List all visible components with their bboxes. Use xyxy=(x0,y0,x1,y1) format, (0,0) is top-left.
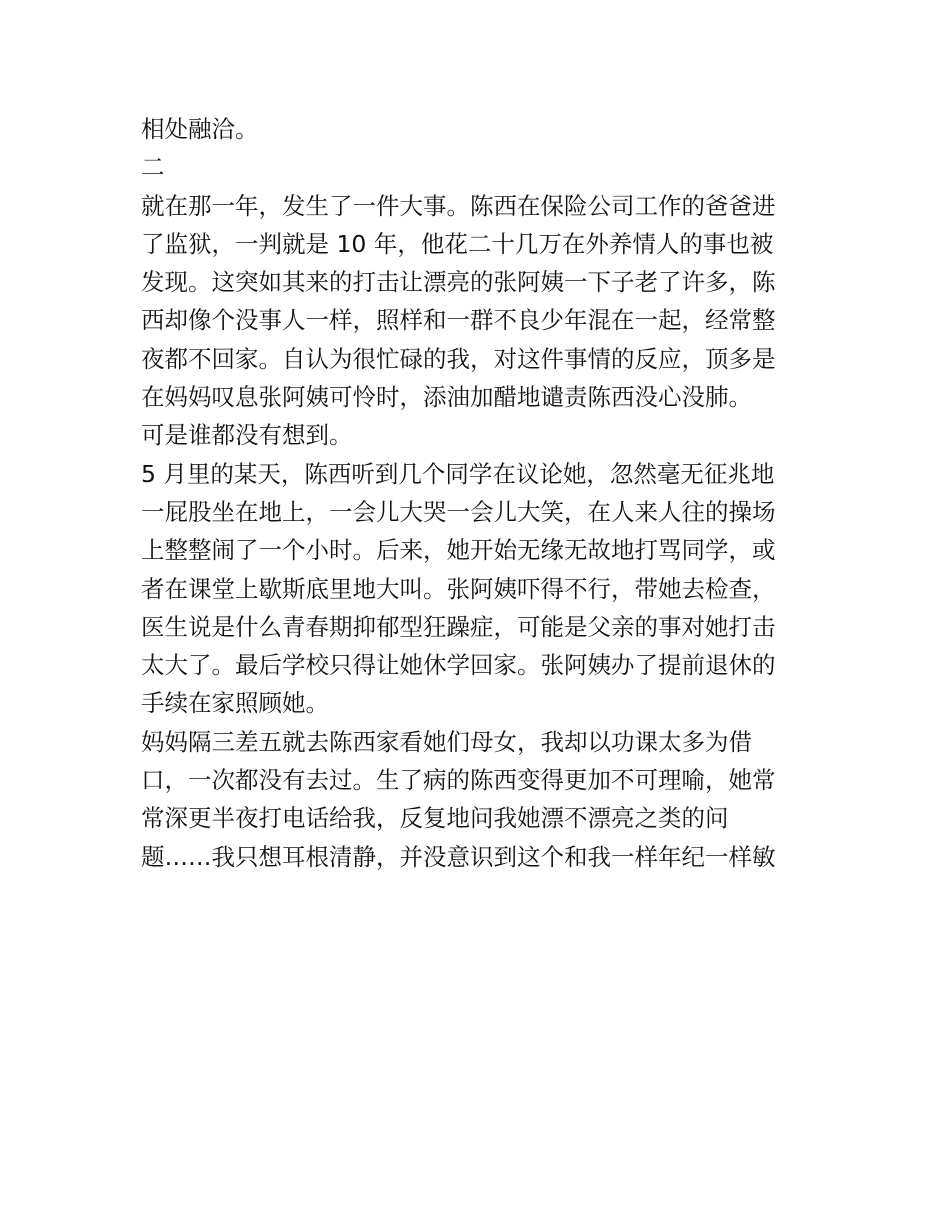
text-line: 一屁股坐在地上，一会儿大哭一会儿大笑，在人来人往的操场 xyxy=(141,497,776,526)
text-line: 太大了。最后学校只得让她休学回家。张阿姨办了提前退休的 xyxy=(141,651,776,680)
paragraph xyxy=(141,110,813,148)
text-line: 手续在家照顾她。 xyxy=(141,689,329,718)
text-line: 5 月里的某天，陈西听到几个同学在议论她，忽然毫无征兆地 xyxy=(141,459,775,488)
text-line: 医生说是什么青春期抑郁型狂躁症，可能是父亲的事对她打击 xyxy=(141,612,776,641)
text-line: 相处融洽。 xyxy=(141,115,259,143)
text-line: 可是谁都没有想到。 xyxy=(141,421,353,450)
text-line: 常深更半夜打电话给我，反复地问我她漂不漂亮之类的问 xyxy=(141,804,729,833)
text-line: 妈妈隔三差五就去陈西家看她们母女，我却以功课太多为借 xyxy=(141,727,752,756)
body-text xyxy=(141,110,813,876)
paragraph xyxy=(141,416,813,454)
text-line: 题……我只想耳根清静，并没意识到这个和我一样年纪一样敏 xyxy=(141,842,776,871)
text-line: 就在那一年，发生了一件大事。陈西在保险公司工作的爸爸进 xyxy=(141,191,776,220)
paragraph xyxy=(141,455,813,723)
paragraph xyxy=(141,723,813,876)
section-heading xyxy=(141,148,813,186)
paragraph xyxy=(141,187,813,417)
text-line: 口，一次都没有去过。生了病的陈西变得更加不可理喻，她常 xyxy=(141,766,776,795)
text-line: 了监狱，一判就是 10 年，他花二十几万在外养情人的事也被 xyxy=(141,229,774,258)
text-line: 在妈妈叹息张阿姨可怜时，添油加醋地谴责陈西没心没肺。 xyxy=(141,383,752,412)
text-line: 夜都不回家。自认为很忙碌的我，对这件事情的反应，顶多是 xyxy=(141,344,776,373)
text-line: 二 xyxy=(141,153,165,182)
text-line: 者在课堂上歇斯底里地大叫。张阿姨吓得不行，带她去检查， xyxy=(141,574,776,603)
text-line: 上整整闹了一个小时。后来，她开始无缘无故地打骂同学，或 xyxy=(141,536,776,565)
text-line: 发现。这突如其来的打击让漂亮的张阿姨一下子老了许多，陈 xyxy=(141,268,776,297)
text-line: 西却像个没事人一样，照样和一群不良少年混在一起，经常整 xyxy=(141,306,776,335)
